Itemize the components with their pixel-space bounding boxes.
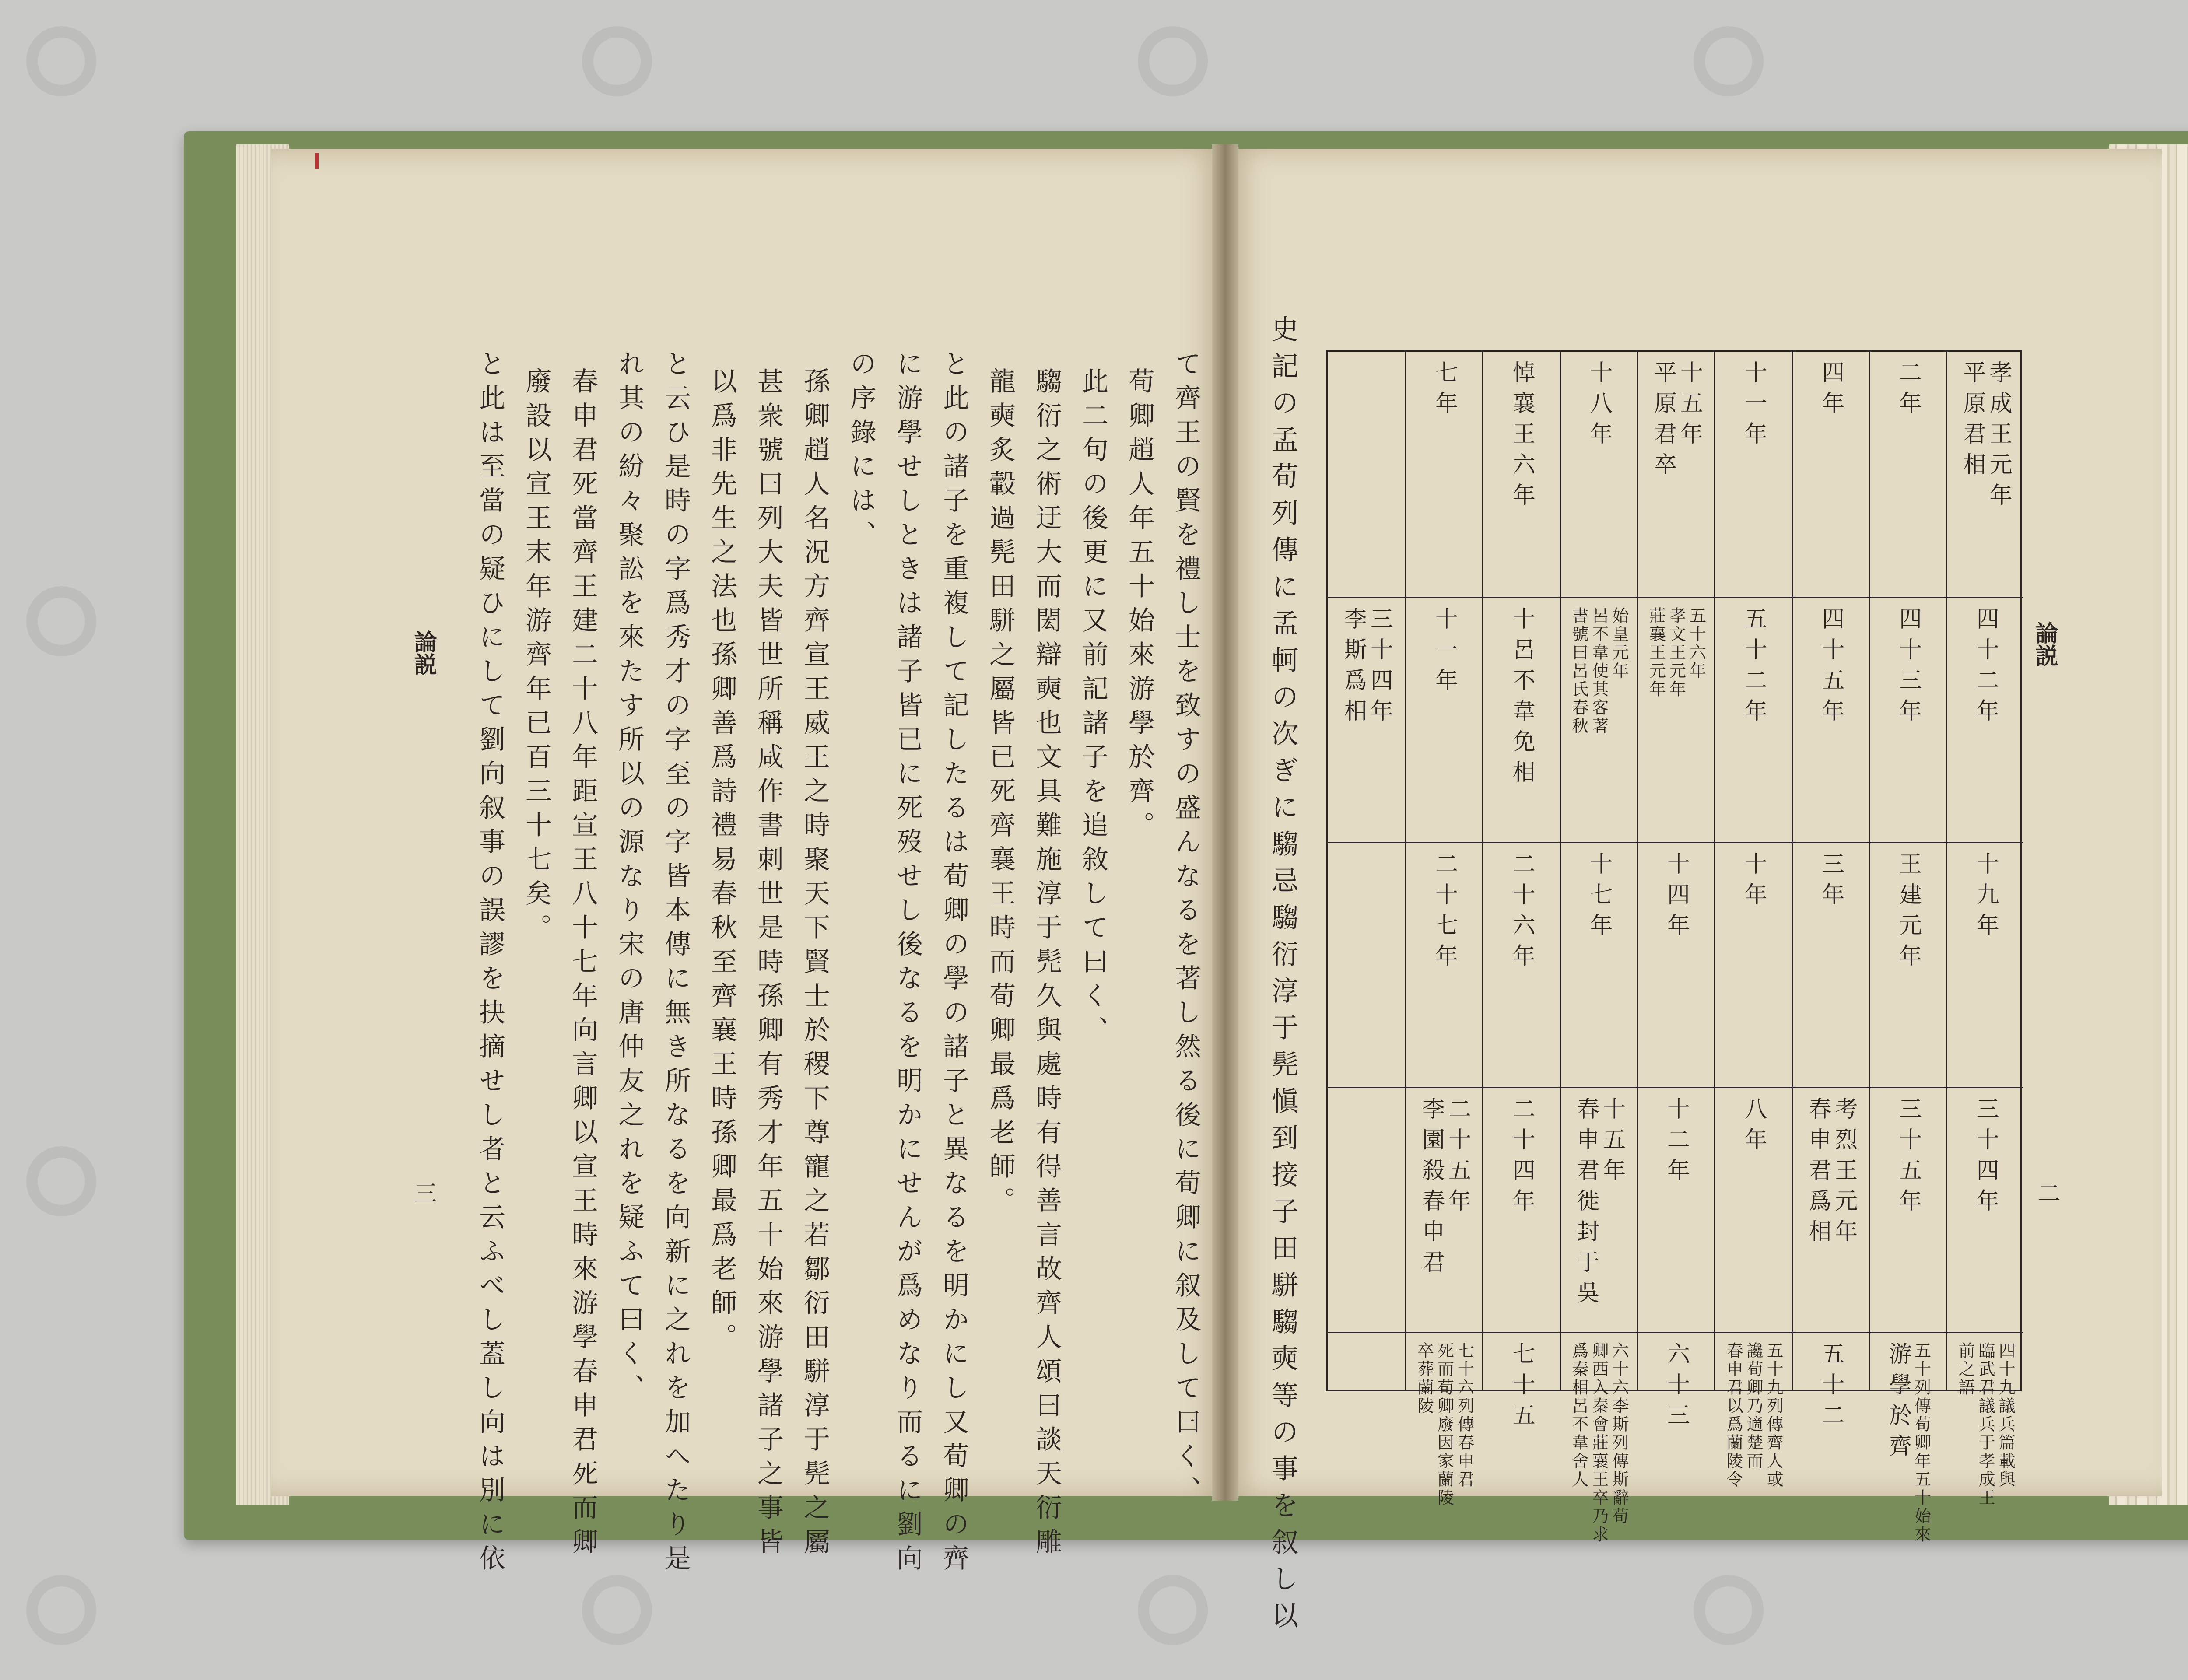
nishogakusha-logo-icon — [1694, 1575, 1764, 1645]
nishogakusha-logo-icon — [26, 586, 96, 656]
table-cell-text: 卒葬蘭陵 — [1414, 1342, 1434, 1415]
table-cell — [1715, 842, 1792, 1087]
table-cell-text: 五十六年 — [1687, 607, 1706, 680]
table-column — [1637, 352, 1715, 1434]
table-cell — [1328, 1332, 1405, 1568]
body-text-line: 龍奭炙轂過髡田駢之屬皆已死齊襄王時而荀卿最爲老師。 — [985, 368, 1016, 1221]
table-cell-text: 李斯爲相 — [1340, 607, 1367, 729]
nishogakusha-logo-icon — [1694, 26, 1764, 96]
table-cell-text: 十五年 — [1599, 1097, 1625, 1189]
table-cell-text: 爲秦相呂不韋舍人 — [1569, 1342, 1588, 1489]
table-cell-text: 二年 — [1895, 360, 1922, 422]
table-cell — [1638, 1087, 1715, 1332]
body-text-line: と此の諸子を重複して記したるは荀卿の學の諸子と異なるを明かにし又荀卿の齊 — [939, 350, 969, 1578]
table-cell-text: 十呂不韋免相 — [1508, 607, 1535, 791]
table-cell — [1715, 352, 1792, 597]
table-cell — [1406, 1087, 1483, 1332]
table-column — [1328, 352, 1405, 1390]
table-cell-text: 春申君爲相 — [1804, 1097, 1831, 1250]
table-cell-text: 書號曰呂氏春秋 — [1569, 607, 1588, 735]
nishogakusha-logo-icon — [26, 1146, 96, 1216]
body-text-line: 以爲非先生之法也孫卿善爲詩禮易春秋至齊襄王時孫卿最爲老師。 — [707, 368, 737, 1357]
table-cell — [1793, 1087, 1869, 1332]
table-cell-text: 孝文王元年 — [1666, 607, 1686, 699]
table-cell-text: 十九年 — [1972, 852, 1999, 944]
table-cell — [1793, 597, 1869, 842]
table-cell-text: 王建元年 — [1895, 852, 1922, 974]
watermark — [565, 1558, 670, 1662]
book-gutter — [1212, 144, 1238, 1501]
nishogakusha-logo-icon — [1138, 26, 1208, 96]
table-cell-text: 十八年 — [1585, 360, 1612, 452]
table-cell — [1561, 1087, 1637, 1332]
table-cell — [1870, 1332, 1946, 1568]
table-column — [1405, 352, 1483, 1507]
body-text-line: 春申君死當齊王建二十八年距宣王八十七年向言卿以宣王時來游學春申君死而卿 — [568, 368, 598, 1562]
table-cell-text: 五十列傳荀卿年五十始來 — [1911, 1342, 1931, 1544]
table-cell — [1638, 597, 1715, 842]
body-text-line: 此二句の後更に又前記諸子を追敘して曰く、 — [1078, 368, 1108, 1050]
watermark — [9, 569, 114, 674]
table-cell — [1638, 352, 1715, 597]
table-cell — [1328, 1087, 1405, 1332]
table-cell — [1561, 1332, 1637, 1568]
table-cell-text: 平原君相 — [1959, 360, 1986, 483]
table-cell-text: 十一年 — [1431, 607, 1458, 699]
table-cell-text: 二十四年 — [1508, 1097, 1535, 1219]
table-cell — [1870, 1087, 1946, 1332]
table-cell-text: 三十四年 — [1972, 1097, 1999, 1219]
table-cell — [1947, 597, 2023, 842]
table-cell-text: 四十五年 — [1817, 607, 1844, 729]
table-cell-text: 讒荀卿乃適楚而 — [1744, 1342, 1764, 1470]
body-text-line: れ其の紛々聚訟を來たす所以の源なり宋の唐仲友之れを疑ふて曰く、 — [614, 350, 645, 1408]
nishogakusha-logo-icon — [582, 26, 652, 96]
nishogakusha-logo-icon — [582, 1575, 652, 1645]
nishogakusha-logo-icon — [1138, 1575, 1208, 1645]
table-cell-text: 五十二年 — [1740, 607, 1767, 729]
table-column — [1482, 352, 1560, 1434]
table-cell-text: 五十九列傳齊人或 — [1764, 1342, 1784, 1489]
watermark — [565, 9, 670, 114]
table-column — [1869, 352, 1946, 1544]
table-cell — [1638, 1332, 1715, 1568]
table-cell-text: 五十二 — [1817, 1342, 1844, 1434]
table-cell-text: 十二年 — [1663, 1097, 1690, 1189]
table-cell-text: 三十四年 — [1366, 607, 1393, 729]
table-cell-text: 春申君以爲蘭陵令 — [1724, 1342, 1743, 1489]
nishogakusha-logo-icon — [26, 1575, 96, 1645]
table-cell — [1328, 597, 1405, 842]
body-text-line: の序錄には、 — [846, 350, 877, 555]
watermark — [1676, 9, 1781, 114]
table-cell-text: 四年 — [1817, 360, 1844, 422]
table-cell-text: 二十六年 — [1508, 852, 1535, 974]
table-cell — [1793, 352, 1869, 597]
table-cell — [1561, 842, 1637, 1087]
table-cell-text: 十年 — [1740, 852, 1767, 913]
table-cell-text: 三年 — [1817, 852, 1844, 913]
body-text-line: と云ひ是時の字爲秀才の字至の字皆本傳に無き所なるを向新に之れを加へたり是 — [660, 350, 691, 1578]
left-page-number: 三 — [410, 1181, 436, 1204]
body-text-line: に游學せしときは諸子皆已に死歿せし後なるを明かにせんが爲めなり而るに劉向 — [892, 350, 923, 1578]
table-cell — [1483, 842, 1560, 1087]
table-cell — [1947, 1087, 2023, 1332]
table-cell-text: 八年 — [1740, 1097, 1767, 1158]
table-cell-text: 莊襄王元年 — [1646, 607, 1666, 699]
right-page-number: 二 — [2034, 1181, 2060, 1204]
table-cell-text: 考烈王元年 — [1830, 1097, 1857, 1250]
table-cell-text: 孝成王元年 — [1985, 360, 2012, 514]
table-cell — [1328, 352, 1405, 597]
table-cell — [1561, 352, 1637, 597]
table-cell — [1715, 597, 1792, 842]
table-cell-text: 三十五年 — [1895, 1097, 1922, 1219]
table-cell — [1483, 1087, 1560, 1332]
table-cell-text: 二十五年 — [1444, 1097, 1471, 1219]
table-cell — [1870, 597, 1946, 842]
table-cell — [1793, 842, 1869, 1087]
table-cell — [1406, 842, 1483, 1087]
table-cell — [1638, 842, 1715, 1087]
body-text-line: 孫卿趙人名況方齊宣王威王之時聚天下賢士於稷下尊寵之若鄒衍田駢淳于髡之屬 — [799, 368, 830, 1562]
body-text-line: 荀卿趙人年五十始來游學於齊。 — [1124, 368, 1155, 845]
table-cell — [1870, 842, 1946, 1087]
watermark — [9, 1129, 114, 1234]
body-text-line: 廢設以宣王末年游齊年已百三十七矣。 — [521, 368, 552, 948]
table-cell-text: 春申君徙封于吳 — [1572, 1097, 1599, 1311]
table-cell-text: 卿西入秦會莊襄王卒乃求 — [1589, 1342, 1609, 1544]
table-cell-text: 四十二年 — [1972, 607, 1999, 729]
table-cell-text: 七年 — [1431, 360, 1458, 422]
table-cell — [1406, 597, 1483, 842]
left-page-header: 論説 — [410, 630, 437, 676]
body-text-line: と此は至當の疑ひにして劉向叙事の誤謬を抉摘せし者と云ふべし蓋し向は別に依 — [475, 350, 505, 1578]
table-cell — [1947, 352, 2023, 597]
table-cell — [1483, 597, 1560, 842]
right-page-header: 論説 — [2031, 621, 2058, 667]
table-cell — [1561, 597, 1637, 842]
table-cell — [1793, 1332, 1869, 1568]
table-cell — [1947, 842, 2023, 1087]
table-column — [1946, 352, 2023, 1507]
watermark — [1120, 1558, 1225, 1662]
body-text-line: 騶衍之術迂大而閎辯奭也文具難施淳于髡久與處時有得善言故齊人頌曰談天衍雕 — [1031, 368, 1062, 1562]
body-text-line: 甚衆號曰列大夫皆世所稱咸作書刺世是時孫卿有秀才年五十始來游學諸子之事皆 — [753, 368, 784, 1562]
table-cell-text: 臨武君議兵于孝成王 — [1976, 1342, 1995, 1507]
table-column — [1714, 352, 1792, 1489]
table-cell-text: 七十五 — [1508, 1342, 1535, 1434]
table-column — [1560, 352, 1637, 1544]
table-cell — [1870, 352, 1946, 597]
nishogakusha-logo-icon — [26, 26, 96, 96]
table-cell — [1715, 1087, 1792, 1332]
table-cell-text: 七十六列傳春申君 — [1455, 1342, 1474, 1489]
table-cell-text: 十七年 — [1585, 852, 1612, 944]
table-cell — [1483, 352, 1560, 597]
watermark — [9, 1558, 114, 1662]
table-cell-text: 前之語 — [1956, 1342, 1975, 1397]
table-cell-text: 死而荀卿廢因家蘭陵 — [1434, 1342, 1454, 1507]
red-edge-mark — [315, 153, 319, 169]
table-cell-text: 四十九議兵篇載與 — [1996, 1342, 2016, 1489]
table-cell-text: 始皇元年 — [1609, 607, 1629, 680]
chronology-table — [1326, 350, 2022, 1544]
table-cell-text: 六十三 — [1663, 1342, 1690, 1434]
table-cell — [1406, 352, 1483, 597]
table-cell-text: 二十七年 — [1431, 852, 1458, 974]
table-cell — [1328, 842, 1405, 1087]
watermark — [1676, 1558, 1781, 1662]
table-cell — [1483, 1332, 1560, 1568]
table-cell-text: 十五年 — [1676, 360, 1703, 452]
table-column — [1792, 352, 1869, 1434]
table-cell-text: 游學於齊 — [1885, 1342, 1911, 1464]
table-cell-text: 呂不韋使其客著 — [1589, 607, 1609, 735]
table-cell-text: 悼襄王六年 — [1508, 360, 1535, 514]
table-cell — [1715, 1332, 1792, 1568]
table-cell — [1406, 1332, 1483, 1568]
table-cell-text: 李園殺春申君 — [1418, 1097, 1445, 1281]
table-cell-text: 十四年 — [1663, 852, 1690, 944]
watermark — [1120, 9, 1225, 114]
body-text-line: て齊王の賢を禮し士を致すの盛んなるを著し然る後に荀卿に叙及して曰く、 — [1171, 350, 1201, 1510]
right-page-intro-line: 史記の孟荀列傳に孟軻の次ぎに騶忌騶衍淳于髡愼到接子田駢騶奭等の事を叙し以 — [1267, 315, 1299, 1638]
table-cell — [1947, 1332, 2023, 1568]
table-cell-text: 四十三年 — [1895, 607, 1922, 729]
table-cell-text: 十一年 — [1740, 360, 1767, 452]
table-cell-text: 六十六李斯列傳斯辭荀 — [1609, 1342, 1629, 1526]
table-cell-text: 平原君卒 — [1650, 360, 1676, 483]
watermark — [9, 9, 114, 114]
